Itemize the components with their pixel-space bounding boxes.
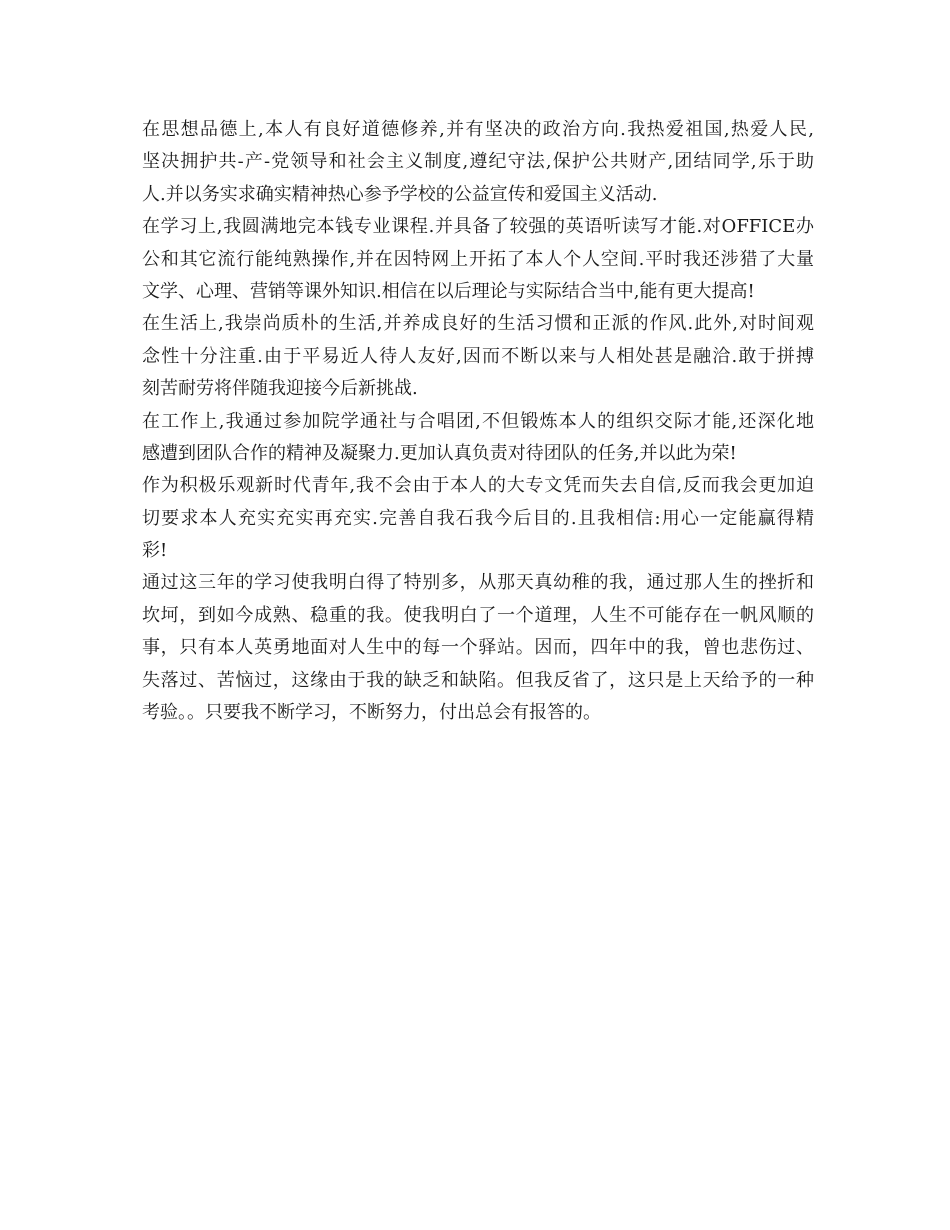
- text-line: 事，只有本人英勇地面对人生中的每一个驿站。因而，四年中的我，曾也悲伤过、: [142, 637, 814, 659]
- text-line: 考验。。只要我不断学习，不断努力，付出总会有报答的。: [142, 702, 601, 724]
- paragraph-study: [142, 211, 814, 308]
- text-line: 作为积极乐观新时代青年,我不会由于本人的大专文凭而失去自信,反而我会更加迫: [142, 475, 814, 497]
- text-line: 念性十分注重.由于平易近人待人友好,因而不断以来与人相处甚是融洽.敢于拼搏: [142, 345, 814, 367]
- text-line: 切要求本人充实充实再充实.完善自我石我今后目的.且我相信:用心一定能赢得精: [142, 507, 814, 529]
- text-line: 感遭到团队合作的精神及凝聚力.更加认真负责对待团队的任务,并以此为荣!: [142, 442, 737, 464]
- text-line: 人.并以务实求确实精神热心参予学校的公益宣传和爱国主义活动.: [142, 183, 658, 205]
- text-line: 通过这三年的学习使我明白得了特别多，从那天真幼稚的我，通过那人生的挫折和: [142, 572, 814, 594]
- paragraph-work: [142, 406, 814, 471]
- document-body: [142, 114, 814, 729]
- text-line: 公和其它流行能纯熟操作,并在因特网上开拓了本人个人空间.平时我还涉猎了大量: [142, 248, 814, 270]
- text-line: 在生活上,我崇尚质朴的生活,并养成良好的生活习惯和正派的作风.此外,对时间观: [142, 313, 814, 335]
- text-line: 在思想品德上,本人有良好道德修养,并有坚决的政治方向.我热爱祖国,热爱人民,: [142, 119, 814, 140]
- paragraph-reflection: [142, 567, 814, 729]
- text-line: 彩!: [142, 540, 168, 562]
- text-line: 失落过、苦恼过，这缘由于我的缺乏和缺陷。但我反省了，这只是上天给予的一种: [142, 669, 814, 691]
- paragraph-life: [142, 308, 814, 405]
- text-line: 刻苦耐劳将伴随我迎接今后新挑战.: [142, 378, 418, 400]
- text-line: 坎坷，到如今成熟、稳重的我。使我明白了一个道理，人生不可能存在一帆风顺的: [142, 604, 814, 626]
- text-line: 在工作上,我通过参加院学通社与合唱团,不但锻炼本人的组织交际才能,还深化地: [142, 410, 814, 432]
- paragraph-outlook: [142, 470, 814, 567]
- text-line: 坚决拥护共-产-党领导和社会主义制度,遵纪守法,保护公共财产,团结同学,乐于助: [142, 151, 814, 173]
- paragraph-ideology: [142, 114, 814, 211]
- text-line: 在学习上,我圆满地完本钱专业课程.并具备了较强的英语听读写才能.对OFFICE办: [142, 216, 814, 238]
- text-line: 文学、心理、营销等课外知识.相信在以后理论与实际结合当中,能有更大提高!: [142, 280, 755, 302]
